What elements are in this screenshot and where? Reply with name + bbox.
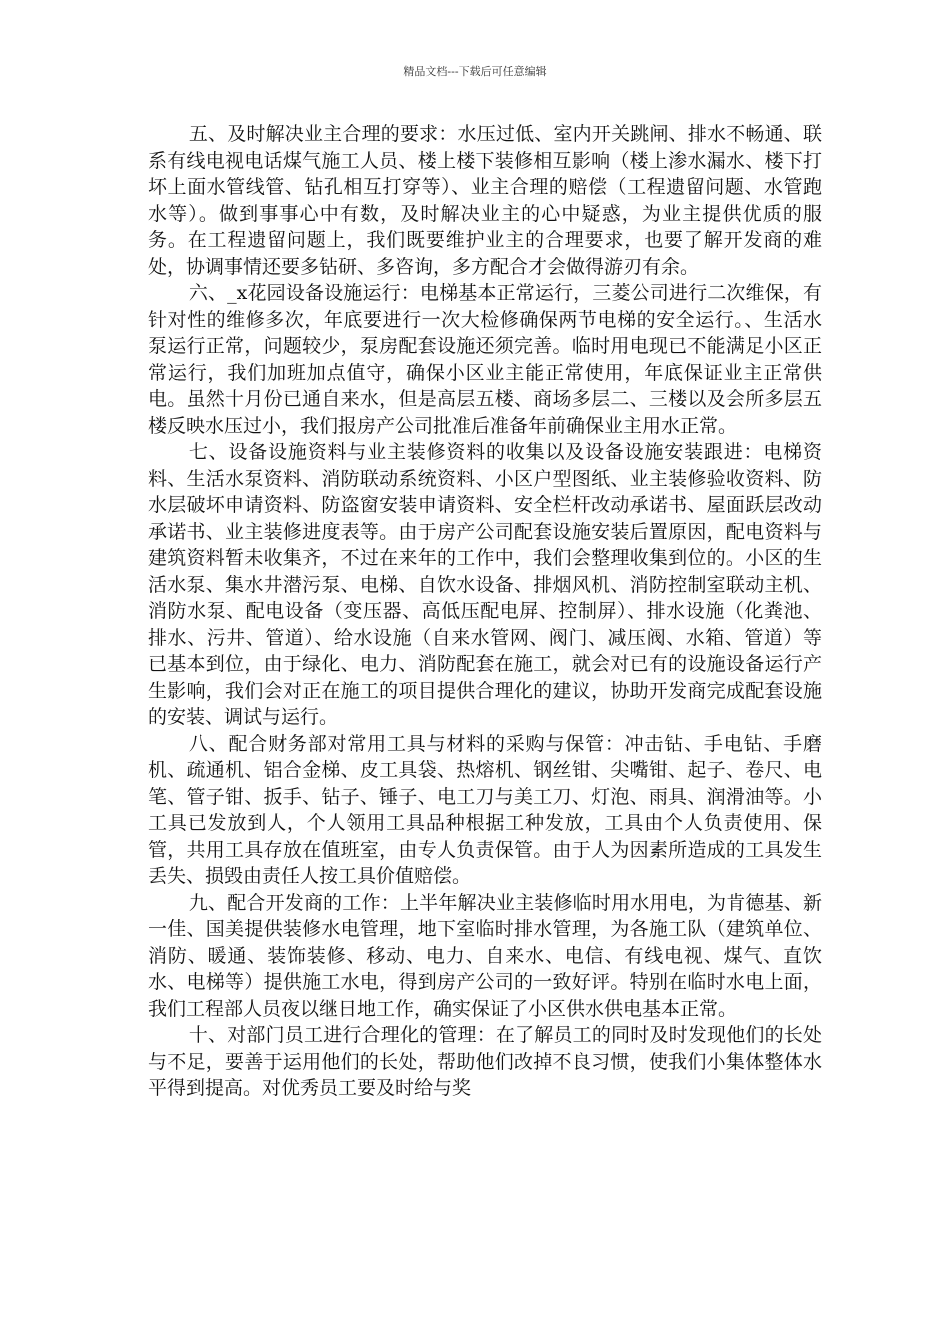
- paragraph-10: 十、对部门员工进行合理化的管理：在了解员工的同时及时发现他们的长处与不足，要善于运用他们的长处，帮助他们改掉不良习惯，使我们小集体整体水平得到提高。对优秀员工要及时给与奖: [148, 1024, 822, 1099]
- paragraph-9: 九、配合开发商的工作：上半年解决业主装修临时用水用电，为肯德基、新一佳、国美提供装修水电管理，地下室临时排水管理，为各施工队（建筑单位、消防、暖通、装饰装修、移动、电力、自来水、电信、有线电视、煤气、直饮水、电梯等）提供施工水电，得到房产公司的一致好评。特别在临时水电上面，我们工程部人员夜以继日地工作，确实保证了小区供水供电基本正常。: [148, 891, 822, 1020]
- document-body: [148, 121, 822, 1102]
- paragraph-5: 五、及时解决业主合理的要求：水压过低、室内开关跳闸、排水不畅通、联系有线电视电话煤气施工人员、楼上楼下装修相互影响（楼上渗水漏水、楼下打坏上面水管线管、钻孔相互打穿等）、业主合理的赔偿（工程遗留问题、水管跑水等）。做到事事心中有数，及时解决业主的心中疑惑，为业主提供优质的服务。在工程遗留问题上，我们既要维护业主的合理要求，也要了解开发商的难处，协调事情还要多钻研、多咨询，多方配合才会做得游刃有余。: [148, 123, 822, 278]
- page-header: 精品文档---下载后可任意编辑: [403, 65, 547, 78]
- paragraph-7: 七、设备设施资料与业主装修资料的收集以及设备设施安装跟进：电梯资料、生活水泵资料、消防联动系统资料、小区户型图纸、业主装修验收资料、防水层破坏申请资料、防盗窗安装申请资料、安全栏杆改动承诺书、屋面跃层改动承诺书、业主装修进度表等。由于房产公司配套设施安装后置原因，配电资料与建筑资料暂未收集齐，不过在来年的工作中，我们会整理收集到位的。小区的生活水泵、集水井潜污泵、电梯、自饮水设备、排烟风机、消防控制室联动主机、消防水泵、配电设备（变压器、高低压配电屏、控制屏）、排水设施（化粪池、排水、污井、管道）、给水设施（自来水管网、阀门、减压阀、水箱、管道）等已基本到位，由于绿化、电力、消防配套在施工，就会对已有的设施设备运行产生影响，我们会对正在施工的项目提供合理化的建议，协助开发商完成配套设施的安装、调试与运行。: [148, 441, 822, 728]
- paragraph-6: 六、_x花园设备设施运行：电梯基本正常运行，三菱公司进行二次维保，有针对性的维修多次，年底要进行一次大检修确保两节电梯的安全运行。、生活水泵运行正常，问题较少，泵房配套设施还须完善。临时用电现已不能满足小区正常运行，我们加班加点值守，确保小区业主能正常使用，年底保证业主正常供电。虽然十月份已通自来水，但是高层五楼、商场多层二、三楼以及会所多层五楼反映水压过小，我们报房产公司批准后准备年前确保业主用水正常。: [148, 282, 822, 437]
- paragraph-8: 八、配合财务部对常用工具与材料的采购与保管：冲击钻、手电钻、手磨机、疏通机、铝合金梯、皮工具袋、热熔机、钢丝钳、尖嘴钳、起子、卷尺、电笔、管子钳、扳手、钻子、锤子、电工刀与美工刀、灯泡、雨具、润滑油等。小工具已发放到人，个人领用工具品种根据工种发放，工具由个人负责使用、保管，共用工具存放在值班室，由专人负责保管。由于人为因素所造成的工具发生丢失、损毁由责任人按工具价值赔偿。: [148, 732, 822, 887]
